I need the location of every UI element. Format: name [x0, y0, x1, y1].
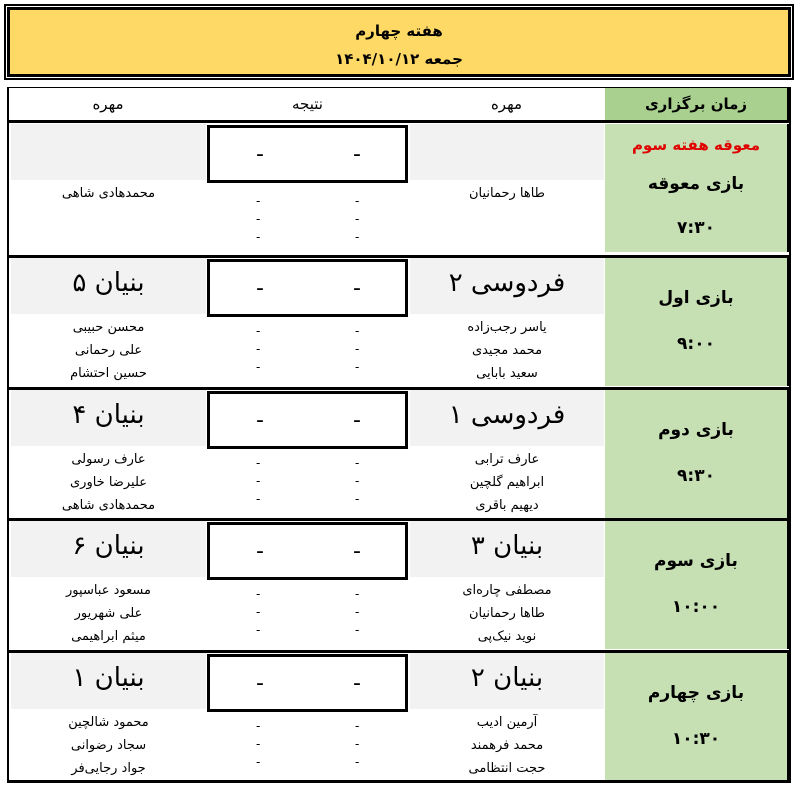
score-right: - — [353, 142, 361, 167]
game-time: ۹:۰۰ — [677, 334, 715, 354]
game-title: بازی اول — [658, 288, 734, 308]
score-left: - — [256, 142, 264, 167]
board-result-right: - — [355, 194, 360, 208]
board-result-right: - — [355, 342, 360, 356]
player-left: محمدهادی شاهی — [61, 186, 156, 201]
game-time-cell — [605, 653, 789, 781]
board-result-right: - — [355, 360, 360, 374]
board-result-left: - — [256, 194, 261, 208]
team-right-name: فردوسی ۲ — [448, 268, 566, 298]
result-box — [207, 391, 408, 449]
board-result-right: - — [355, 456, 360, 470]
postponed-note: معوقه هفته سوم — [631, 136, 761, 154]
player-right: عارف ترابی — [474, 452, 540, 467]
team-left-name: بنیان ۵ — [72, 268, 145, 298]
board-result-right: - — [355, 605, 360, 619]
player-left: علی شهریور — [74, 606, 143, 621]
game-time: ۱۰:۳۰ — [671, 729, 721, 749]
board-result-left: - — [256, 230, 261, 244]
column-header-result: نتیجه — [207, 87, 408, 123]
game-time: ۹:۳۰ — [677, 466, 715, 486]
score-left: - — [256, 276, 264, 301]
table-right-border — [789, 87, 791, 781]
player-right: حجت انتظامی — [468, 761, 546, 776]
board-result-left: - — [256, 605, 261, 619]
week-title: هفته چهارم — [355, 22, 443, 40]
player-right: طاها رحمانیان — [468, 186, 546, 201]
board-result-left: - — [256, 623, 261, 637]
score-right: - — [353, 408, 361, 433]
game-title: بازی چهارم — [647, 683, 745, 703]
team-left-name: بنیان ۱ — [72, 663, 145, 693]
player-left: علیرضا خاوری — [69, 475, 148, 490]
board-result-left: - — [256, 474, 261, 488]
board-result-right: - — [355, 737, 360, 751]
board-result-right: - — [355, 212, 360, 226]
result-box — [207, 259, 408, 317]
board-result-left: - — [256, 324, 261, 338]
score-right: - — [353, 276, 361, 301]
table-left-border — [7, 87, 9, 781]
player-right: یاسر رجب‌زاده — [467, 320, 547, 335]
board-result-right: - — [355, 324, 360, 338]
player-right: دیهیم باقری — [475, 498, 539, 513]
game-time-cell — [605, 258, 789, 386]
game-title: بازی معوقه — [647, 174, 745, 194]
board-result-left: - — [256, 212, 261, 226]
player-left: محسن حبیبی — [72, 320, 145, 335]
player-right: نوید نیک‌پی — [477, 629, 537, 644]
board-result-right: - — [355, 230, 360, 244]
board-result-right: - — [355, 719, 360, 733]
game-time-cell — [605, 521, 789, 649]
player-right: محمد مجیدی — [471, 343, 543, 358]
board-result-left: - — [256, 587, 261, 601]
player-left: سجاد رضوانی — [70, 738, 147, 753]
schedule-header — [7, 7, 791, 77]
board-result-left: - — [256, 456, 261, 470]
player-left: علی رحمانی — [74, 343, 143, 358]
board-result-left: - — [256, 342, 261, 356]
team-left-name: بنیان ۶ — [72, 531, 145, 561]
player-right: مصطفی چاره‌ای — [462, 583, 552, 598]
team-right-cell — [410, 390, 604, 446]
player-left: عارف رسولی — [71, 452, 146, 467]
board-result-left: - — [256, 492, 261, 506]
score-left: - — [256, 539, 264, 564]
team-left-cell — [11, 653, 206, 709]
result-box — [207, 125, 408, 183]
player-right: طاها رحمانیان — [468, 606, 546, 621]
board-result-right: - — [355, 587, 360, 601]
date-label: جمعه ۱۴۰۴/۱۰/۱۲ — [335, 50, 463, 68]
team-right-name: بنیان ۲ — [470, 663, 544, 693]
team-left-cell — [11, 521, 206, 577]
player-left: حسین احتشام — [70, 366, 147, 381]
score-right: - — [353, 539, 361, 564]
player-left: جواد رجایی‌فر — [71, 761, 146, 776]
player-left: میثم ابراهیمی — [71, 629, 146, 644]
team-left-cell — [11, 390, 206, 446]
team-right-cell — [410, 258, 604, 314]
game-title: بازی سوم — [654, 551, 738, 571]
player-right: سعید بابایی — [476, 366, 538, 381]
team-right-cell — [410, 521, 604, 577]
score-right: - — [353, 671, 361, 696]
player-right: محمد فرهمند — [470, 738, 544, 753]
board-result-left: - — [256, 755, 261, 769]
board-result-left: - — [256, 737, 261, 751]
column-header-team-right: مهره — [408, 87, 605, 123]
column-header-time: زمان برگزاری — [605, 87, 789, 123]
board-result-left: - — [256, 719, 261, 733]
player-right: ابراهیم گلچین — [469, 475, 545, 490]
team-left-cell — [11, 124, 206, 180]
board-result-left: - — [256, 360, 261, 374]
game-title: بازی دوم — [658, 420, 734, 440]
game-time-cell — [605, 390, 789, 518]
player-left: مسعود عباسپور — [66, 583, 151, 598]
board-result-right: - — [355, 623, 360, 637]
player-left: محمود شالچین — [68, 715, 149, 730]
team-left-cell — [11, 258, 206, 314]
team-left-name: بنیان ۴ — [72, 400, 145, 430]
result-box — [207, 654, 408, 712]
board-result-right: - — [355, 474, 360, 488]
player-left: محمدهادی شاهی — [61, 498, 156, 513]
score-left: - — [256, 671, 264, 696]
table-bottom-border — [7, 780, 791, 783]
score-left: - — [256, 408, 264, 433]
game-time: ۱۰:۰۰ — [671, 597, 721, 617]
result-box — [207, 522, 408, 580]
team-right-cell — [410, 653, 604, 709]
game-time: ۷:۳۰ — [677, 218, 715, 238]
team-right-name: بنیان ۳ — [470, 531, 544, 561]
team-right-name: فردوسی ۱ — [448, 400, 566, 430]
column-header-team-left: مهره — [7, 87, 207, 123]
board-result-right: - — [355, 755, 360, 769]
board-result-right: - — [355, 492, 360, 506]
player-right: آرمین ادیب — [476, 715, 538, 730]
game-time-cell — [605, 124, 789, 252]
team-right-cell — [410, 124, 604, 180]
